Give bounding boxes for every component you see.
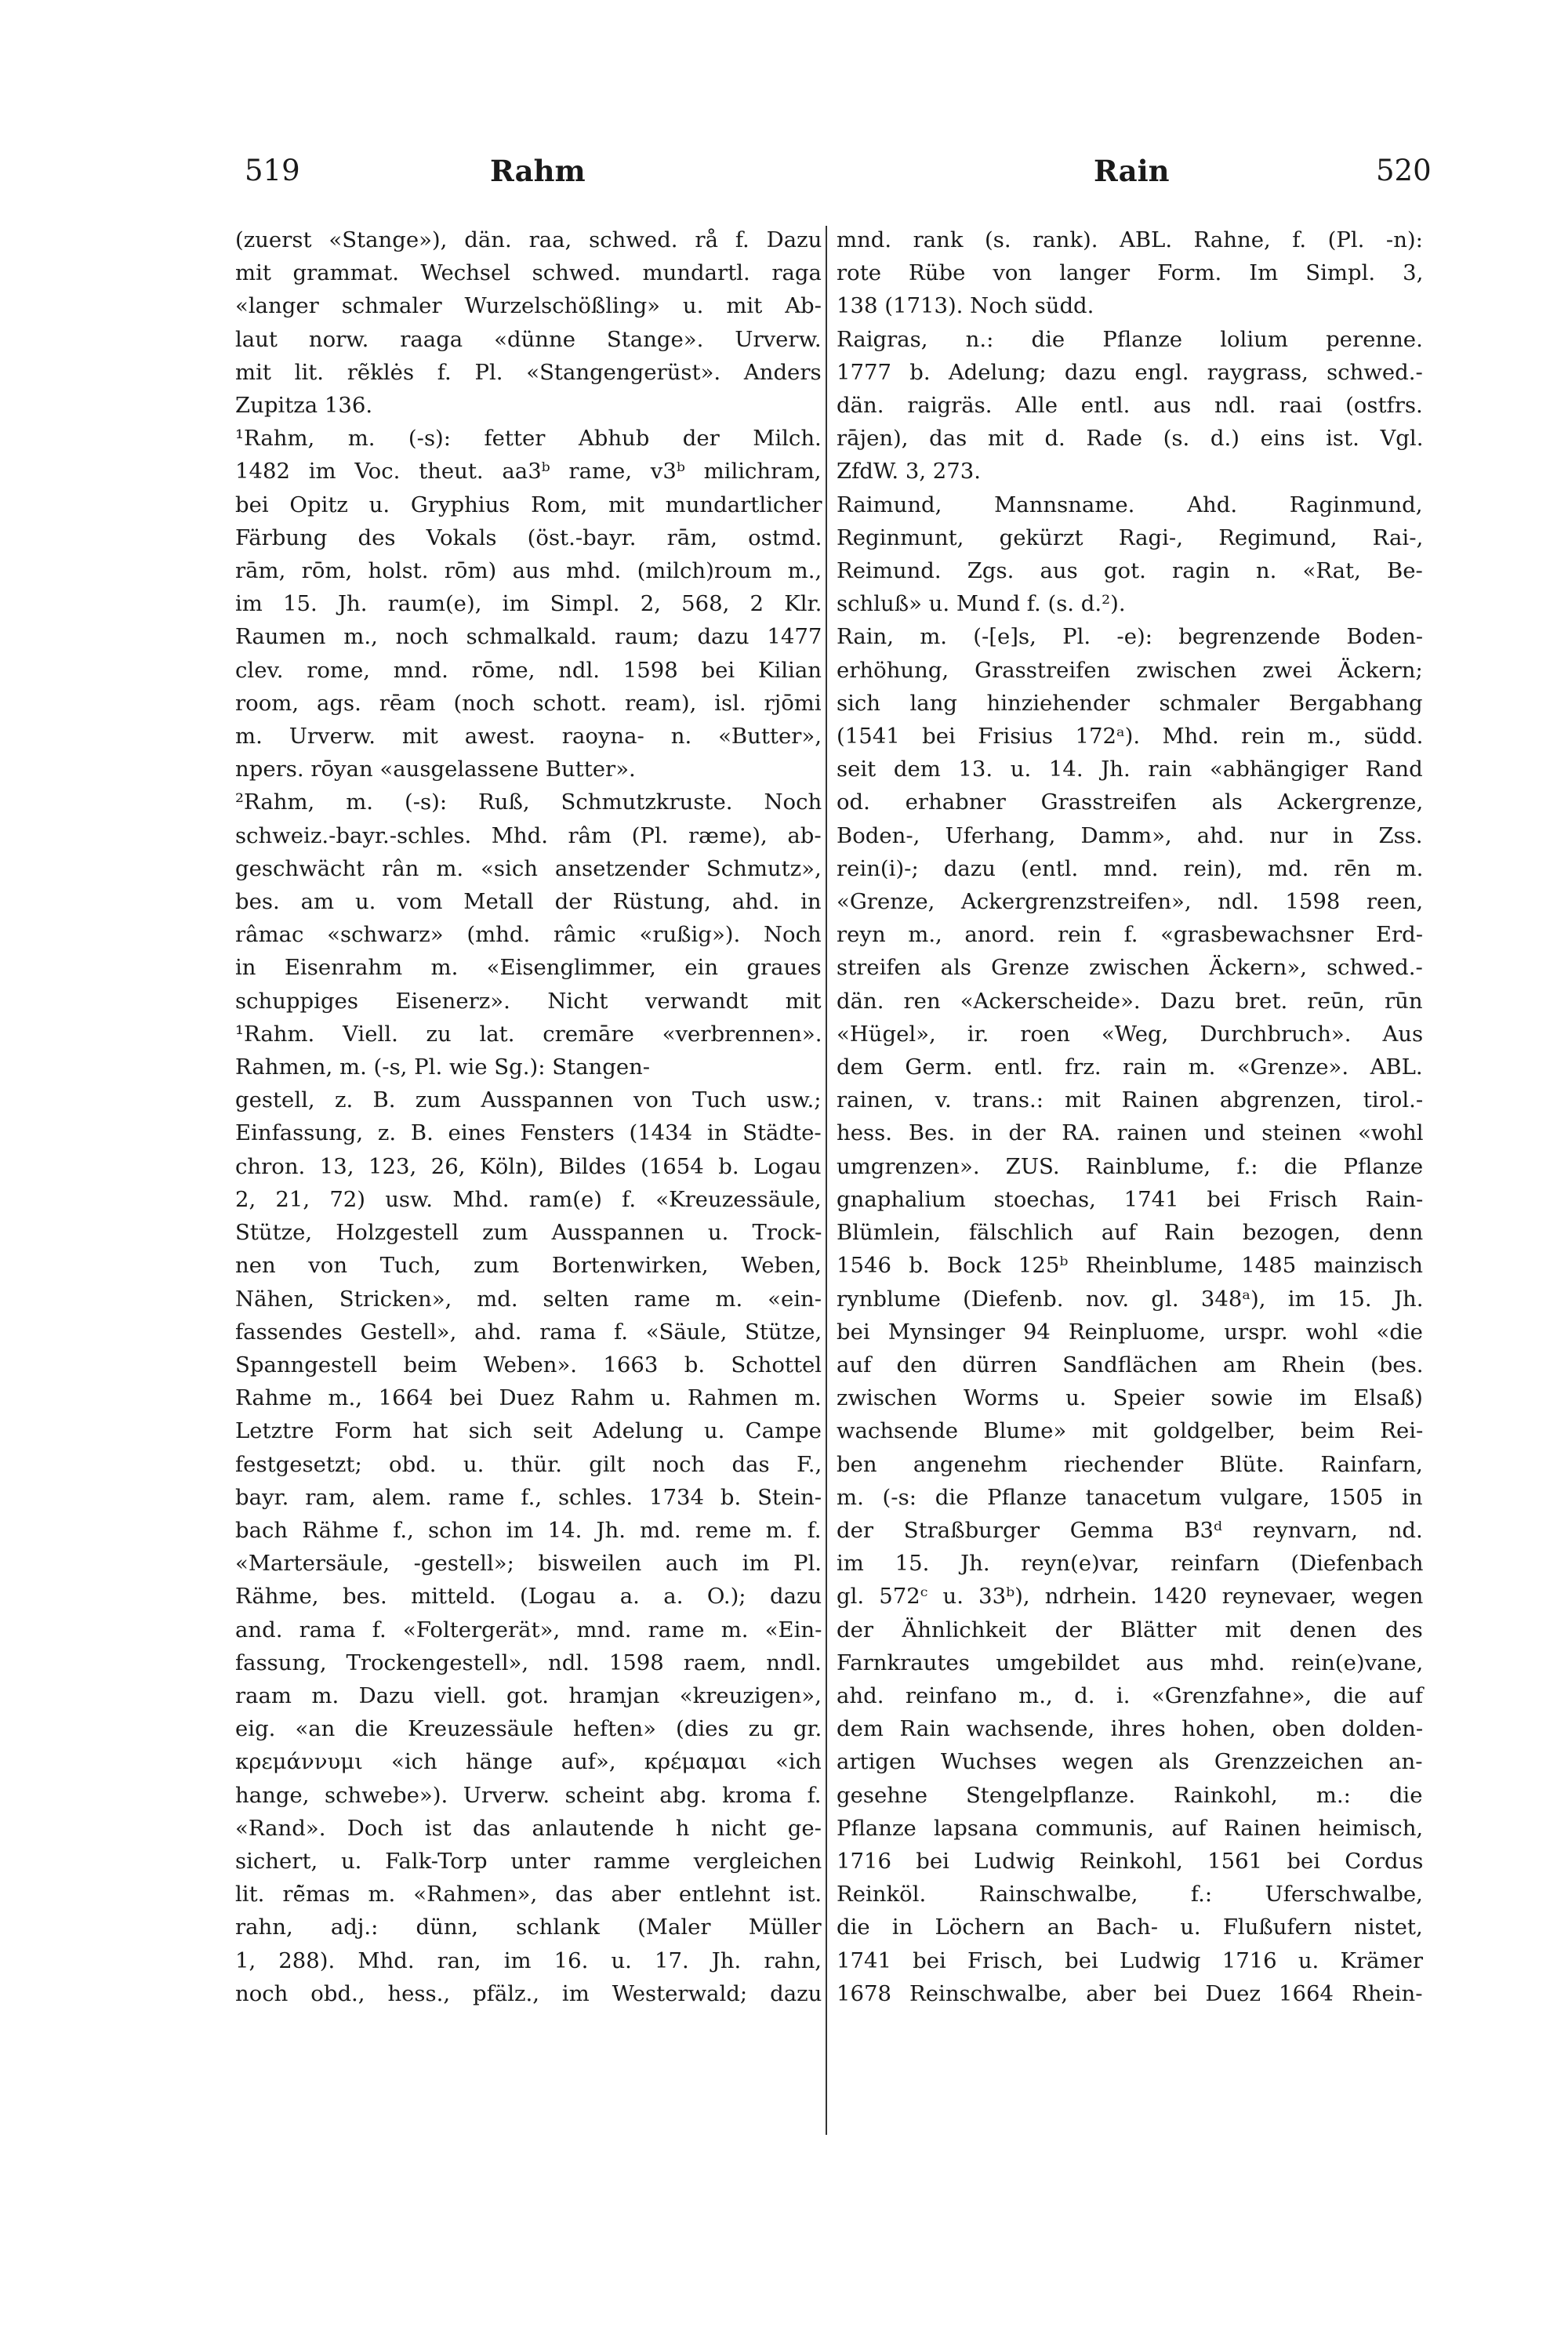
text-line: die in Löchern an Bach- u. Flußufern nistet, [837, 1915, 1423, 1940]
text-line: Raigras, n.: die Pflanze lolium perenne. [837, 326, 1423, 352]
text-line: gnaphalium stoechas, 1741 bei Frisch Rain- [837, 1186, 1424, 1212]
text-line: erhöhung, Grasstreifen zwischen zwei Äckern; [837, 657, 1423, 683]
text-line: 1716 bei Ludwig Reinkohl, 1561 bei Cordus [837, 1848, 1424, 1874]
text-line: mnd. rank (s. rank). ABL. Rahne, f. (Pl. -n): [837, 227, 1423, 252]
text-line: schuppiges Eisenerz». Nicht verwandt mit [235, 988, 822, 1014]
text-line: gestell, z. B. zum Ausspannen von Tuch usw.; [235, 1087, 822, 1113]
text-line: «Grenze, Ackergrenzstreifen», ndl. 1598 reen, [837, 889, 1424, 915]
text-line: «langer schmaler Wurzelschößling» u. mit Ab- [235, 293, 822, 319]
text-line: Boden-, Uferhang, Damm», ahd. nur in Zss. [837, 822, 1423, 848]
text-line: (1541 bei Frisius 172ᵃ). Mhd. rein m., südd. [837, 724, 1424, 750]
text-line: Stütze, Holzgestell zum Ausspannen u. Trock- [235, 1220, 822, 1246]
text-line: mit grammat. Wechsel schwed. mundartl. raga [235, 260, 822, 286]
text-line: geschwächt rân m. «sich ansetzender Schmutz», [235, 855, 822, 881]
text-line: Reinköl. Rainschwalbe, f.: Uferschwalbe, [837, 1882, 1423, 1907]
text-line: auf den dürren Sandflächen am Rhein (bes. [837, 1352, 1424, 1377]
text-line: κρεμάννυμι «ich hänge auf», κρέμαμαι «ich [235, 1749, 822, 1775]
text-line: sichert, u. Falk-Torp unter ramme vergleichen [235, 1848, 822, 1874]
text-line: 1777 b. Adelung; dazu engl. raygrass, schwed.- [837, 359, 1423, 385]
text-line: ahd. reinfano m., d. i. «Grenzfahne», die auf [837, 1682, 1424, 1708]
text-line: dän. raigräs. Alle entl. aus ndl. raai (ostfrs. [837, 393, 1423, 419]
text-line: Einfassung, z. B. eines Fensters (1434 in Städte- [235, 1120, 822, 1146]
text-line: in Eisenrahm m. «Eisenglimmer, ein graues [235, 955, 822, 981]
text-line: wachsende Blume» mit goldgelber, beim Rei- [837, 1418, 1424, 1444]
text-line: fassendes Gestell», ahd. rama f. «Säule, Stütze, [235, 1319, 822, 1345]
text-line: Rahmen, m. (-s, Pl. wie Sg.): Stangen- [235, 1054, 651, 1080]
text-line: der Ähnlichkeit der Blätter mit denen des [837, 1617, 1423, 1642]
text-line: Spanngestell beim Weben». 1663 b. Schottel [235, 1352, 822, 1377]
text-line: chron. 13, 123, 26, Köln), Bildes (1654 b. Logau [235, 1153, 822, 1179]
text-line: 138 (1713). Noch südd. [837, 293, 1094, 319]
text-line: m. (-s: die Pflanze tanacetum vulgare, 1505 in [837, 1484, 1423, 1510]
left-text-column [235, 223, 822, 2010]
text-line: umgrenzen». ZUS. Rainblume, f.: die Pflanze [837, 1153, 1424, 1179]
text-line: «Martersäule, -gestell»; bisweilen auch im Pl. [235, 1551, 822, 1577]
text-line: ¹Rahm, m. (-s): fetter Abhub der Milch. [235, 426, 822, 452]
text-line: ben angenehm riechender Blüte. Rainfarn, [837, 1451, 1423, 1477]
text-line: seit dem 13. u. 14. Jh. rain «abhängiger Rand [837, 757, 1423, 782]
text-line: Reimund. Zgs. aus got. ragin n. «Rat, Be- [837, 558, 1423, 584]
text-line: der Straßburger Gemma B3ᵈ reynvarn, nd. [837, 1517, 1423, 1543]
right-page-number: 520 [1376, 154, 1432, 187]
text-line: «Hügel», ir. roen «Weg, Durchbruch». Aus [837, 1021, 1424, 1047]
text-line: im 15. Jh. reyn(e)var, reinfarn (Diefenbach [837, 1551, 1424, 1577]
text-line: and. rama f. «Foltergerät», mnd. rame m. «Ein- [235, 1617, 822, 1642]
text-line: noch obd., hess., pfälz., im Westerwald; dazu [235, 1980, 822, 2006]
left-page-number: 519 [245, 154, 300, 187]
text-line: bei Mynsinger 94 Reinpluome, urspr. wohl «die [837, 1319, 1423, 1345]
text-line: Farnkrautes umgebildet aus mhd. rein(e)vane, [837, 1650, 1424, 1675]
right-running-headword: Rain [1094, 154, 1170, 188]
left-running-headword: Rahm [490, 154, 586, 188]
text-line: dän. ren «Ackerscheide». Dazu bret. reūn, rūn [837, 988, 1423, 1014]
text-line: Zupitza 136. [235, 393, 373, 419]
text-line: Raumen m., noch schmalkald. raum; dazu 1477 [235, 624, 822, 650]
text-line: rynblume (Diefenb. nov. gl. 348ᵃ), im 15. Jh. [837, 1286, 1424, 1312]
text-line: festgesetzt; obd. u. thür. gilt noch das F., [235, 1451, 822, 1477]
text-line: 1741 bei Frisch, bei Ludwig 1716 u. Krämer [837, 1947, 1424, 1973]
text-line: rām, rōm, holst. rōm) aus mhd. (milch)roum m., [235, 558, 822, 584]
text-line: schluß» u. Mund f. (s. d.²). [837, 591, 1126, 617]
text-line: Raimund, Mannsname. Ahd. Raginmund, [837, 492, 1423, 517]
text-line: room, ags. rēam (noch schott. ream), isl. rjōmi [235, 690, 822, 716]
text-line: dem Rain wachsende, ihres hohen, oben dolden- [837, 1716, 1424, 1742]
text-line: sich lang hinziehender schmaler Bergabhang [837, 690, 1423, 716]
text-line: gl. 572ᶜ u. 33ᵇ), ndrhein. 1420 reynevaer, wegen [837, 1584, 1424, 1610]
text-line: artigen Wuchses wegen als Grenzzeichen an- [837, 1749, 1423, 1775]
text-line: (zuerst «Stange»), dän. raa, schwed. rå f. Dazu [235, 227, 822, 252]
text-line: ZfdW. 3, 273. [837, 459, 982, 485]
text-line: nen von Tuch, zum Bortenwirken, Weben, [235, 1253, 822, 1279]
text-line: laut norw. raaga «dünne Stange». Urverw. [235, 326, 822, 352]
text-line: ¹Rahm. Viell. zu lat. cremāre «verbrennen». [235, 1021, 822, 1047]
text-line: hess. Bes. in der RA. rainen und steinen «wohl [837, 1120, 1424, 1146]
text-line: hange, schwebe»). Urverw. scheint abg. kroma f. [235, 1782, 822, 1808]
text-line: 1482 im Voc. theut. aa3ᵇ rame, v3ᵇ milichram, [235, 459, 822, 485]
text-line: rainen, v. trans.: mit Rainen abgrenzen, tirol.- [837, 1087, 1424, 1113]
text-line: bei Opitz u. Gryphius Rom, mit mundartlicher [235, 492, 822, 517]
text-line: m. Urverw. mit awest. raoyna- n. «Butter», [235, 724, 822, 750]
text-line: bes. am u. vom Metall der Rüstung, ahd. in [235, 889, 822, 915]
text-line: eig. «an die Kreuzessäule heften» (dies zu gr. [235, 1716, 822, 1742]
text-line: im 15. Jh. raum(e), im Simpl. 2, 568, 2 Klr. [235, 591, 822, 617]
text-line: 1546 b. Bock 125ᵇ Rheinblume, 1485 mainzisch [837, 1253, 1423, 1279]
text-line: raam m. Dazu viell. got. hramjan «kreuzigen», [235, 1682, 822, 1708]
text-line: mit lit. rẽklės f. Pl. «Stangengerüst». Anders [235, 359, 822, 385]
text-line: lit. rė̃mas m. «Rahmen», das aber entlehnt ist. [235, 1882, 822, 1907]
text-line: gesehne Stengelpflanze. Rainkohl, m.: die [837, 1782, 1423, 1808]
text-line: «Rand». Doch ist das anlautende h nicht ge- [235, 1815, 822, 1841]
text-line: od. erhabner Grasstreifen als Ackergrenze, [837, 789, 1424, 815]
right-text-column [837, 223, 1423, 2010]
text-line: rahn, adj.: dünn, schlank (Maler Müller [235, 1915, 822, 1940]
text-line: bayr. ram, alem. rame f., schles. 1734 b. Stein- [235, 1484, 822, 1510]
text-line: reyn m., anord. rein f. «grasbewachsner Erd- [837, 922, 1424, 948]
text-line: Färbung des Vokals (öst.-bayr. rām, ostmd. [235, 524, 822, 550]
text-line: schweiz.-bayr.-schles. Mhd. râm (Pl. ræme), ab- [235, 822, 822, 848]
text-line: râmac «schwarz» (mhd. râmic «rußig»). Noch [235, 922, 822, 948]
text-line: Letztre Form hat sich seit Adelung u. Campe [235, 1418, 822, 1444]
text-line: rote Rübe von langer Form. Im Simpl. 3, [837, 260, 1424, 286]
text-line: Blümlein, fälschlich auf Rain bezogen, denn [837, 1220, 1424, 1246]
text-line: rein(i)-; dazu (entl. mnd. rein), md. rēn m. [837, 855, 1424, 881]
column-divider [826, 226, 827, 2135]
text-line: Rain, m. (-[e]s, Pl. -e): begrenzende Boden- [837, 624, 1424, 650]
text-line: zwischen Worms u. Speier sowie im Elsaß) [837, 1385, 1423, 1411]
text-line: bach Rähme f., schon im 14. Jh. md. reme m. f. [235, 1517, 822, 1543]
text-line: 1678 Reinschwalbe, aber bei Duez 1664 Rhein- [837, 1980, 1423, 2006]
text-line: npers. rōyan «ausgelassene Butter». [235, 757, 636, 782]
text-line: Pflanze lapsana communis, auf Rainen heimisch, [837, 1815, 1424, 1841]
text-line: 2, 21, 72) usw. Mhd. ram(e) f. «Kreuzessäule, [235, 1186, 822, 1212]
text-line: 1, 288). Mhd. ran, im 16. u. 17. Jh. rahn, [235, 1947, 822, 1973]
text-line: Nähen, Stricken», md. selten rame m. «ein- [235, 1286, 822, 1312]
text-line: clev. rome, mnd. rōme, ndl. 1598 bei Kilian [235, 657, 822, 683]
text-line: ²Rahm, m. (-s): Ruß, Schmutzkruste. Noch [235, 789, 822, 815]
text-line: fassung, Trockengestell», ndl. 1598 raem, nndl. [235, 1650, 822, 1675]
text-line: streifen als Grenze zwischen Äckern», schwed.- [837, 955, 1423, 981]
text-line: Reginmunt, gekürzt Ragi-, Regimund, Rai-, [837, 524, 1424, 550]
text-line: Rahme m., 1664 bei Duez Rahm u. Rahmen m. [235, 1385, 822, 1411]
text-line: Rähme, bes. mitteld. (Logau a. a. O.); dazu [235, 1584, 822, 1610]
text-line: rājen), das mit d. Rade (s. d.) eins ist. Vgl. [837, 426, 1424, 452]
text-line: dem Germ. entl. frz. rain m. «Grenze». ABL. [837, 1054, 1423, 1080]
